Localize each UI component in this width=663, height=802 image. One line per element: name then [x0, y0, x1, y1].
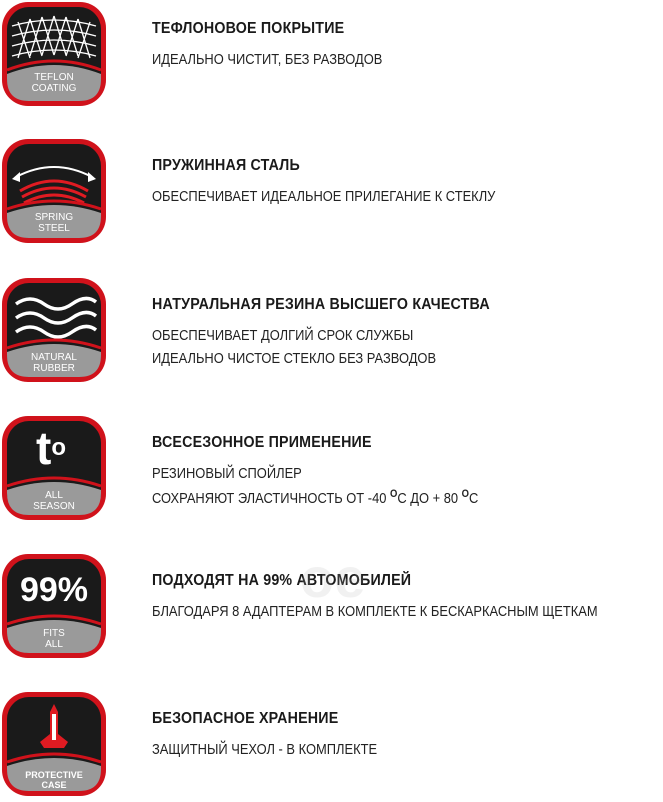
badge-label-1: PROTECTIVE	[25, 770, 83, 780]
badge-label-1: ALL	[45, 490, 63, 501]
feature-text	[152, 296, 663, 373]
teflon-badge	[0, 0, 108, 108]
badge-label-1: NATURAL	[31, 352, 77, 363]
season-badge	[0, 414, 108, 522]
watermark-logo: oe	[300, 546, 366, 609]
feature-fits-all	[0, 552, 663, 664]
temp-t-glyph: t	[36, 422, 52, 474]
feature-title: БЕЗОПАСНОЕ ХРАНЕНИЕ	[152, 710, 339, 727]
case-badge	[0, 690, 108, 798]
feature-line: ИДЕАЛЬНО ЧИСТИТ, БЕЗ РАЗВОДОВ	[152, 51, 383, 68]
feature-text	[152, 710, 663, 764]
badge-label-2: COATING	[31, 83, 77, 94]
badge-label-1: FITS	[43, 628, 65, 639]
feature-title: ПОДХОДЯТ НА 99% АВТОМОБИЛЕЙ	[152, 572, 412, 589]
feature-protective-case	[0, 690, 663, 802]
temp-text-a: СОХРАНЯЮТ ЭЛАСТИЧНОСТЬ ОТ -40	[152, 490, 391, 507]
degree-sign: O	[461, 488, 470, 500]
feature-title: ТЕФЛОНОВОЕ ПОКРЫТИЕ	[152, 20, 345, 37]
feature-natural-rubber	[0, 276, 663, 388]
badge-label-1: SPRING	[34, 212, 74, 223]
degree-sign: O	[390, 488, 398, 500]
badge-label-1: TEFLON	[34, 72, 74, 83]
feature-title: ВСЕСЕЗОННОЕ ПРИМЕНЕНИЕ	[152, 434, 372, 451]
feature-text	[152, 20, 663, 74]
temp-text-c: С	[469, 490, 479, 507]
rubber-badge	[0, 276, 108, 384]
feature-text	[152, 434, 663, 513]
feature-title: НАТУРАЛЬНАЯ РЕЗИНА ВЫСШЕГО КАЧЕСТВА	[152, 296, 490, 313]
temp-text-b: С ДО + 80	[397, 490, 462, 507]
feature-spring-steel	[0, 137, 663, 249]
feature-line: РЕЗИНОВЫЙ СПОЙЛЕР	[152, 465, 302, 482]
badge-label-2: ALL	[45, 639, 63, 650]
badge-label-2: RUBBER	[33, 363, 75, 374]
badge-label-2: STEEL	[38, 223, 70, 234]
badge-label-2: SEASON	[33, 501, 75, 512]
badge-label-2: CASE	[41, 780, 67, 790]
feature-line: ОБЕСПЕЧИВАЕТ ИДЕАЛЬНОЕ ПРИЛЕГАНИЕ К СТЕКЛУ	[152, 188, 496, 205]
feature-line: БЛАГОДАРЯ 8 АДАПТЕРАМ В КОМПЛЕКТЕ К БЕСКАРКАСНЫМ ЩЕТКАМ	[152, 603, 598, 620]
percent-glyph: 99%	[19, 571, 89, 609]
feature-line: ОБЕСПЕЧИВАЕТ ДОЛГИЙ СРОК СЛУЖБЫ	[152, 327, 414, 344]
feature-title: ПРУЖИННАЯ СТАЛЬ	[152, 157, 300, 174]
feature-text	[152, 572, 663, 626]
feature-line: ИДЕАЛЬНО ЧИСТОЕ СТЕКЛО БЕЗ РАЗВОДОВ	[152, 350, 437, 367]
feature-text	[152, 157, 663, 211]
feature-all-season	[0, 414, 663, 526]
temp-degree-glyph: o	[51, 434, 66, 461]
feature-line: ЗАЩИТНЫЙ ЧЕХОЛ - В КОМПЛЕКТЕ	[152, 741, 378, 758]
feature-temp-line	[152, 488, 591, 507]
spring-badge	[0, 137, 108, 245]
fits-badge	[0, 552, 108, 660]
feature-teflon	[0, 0, 663, 112]
